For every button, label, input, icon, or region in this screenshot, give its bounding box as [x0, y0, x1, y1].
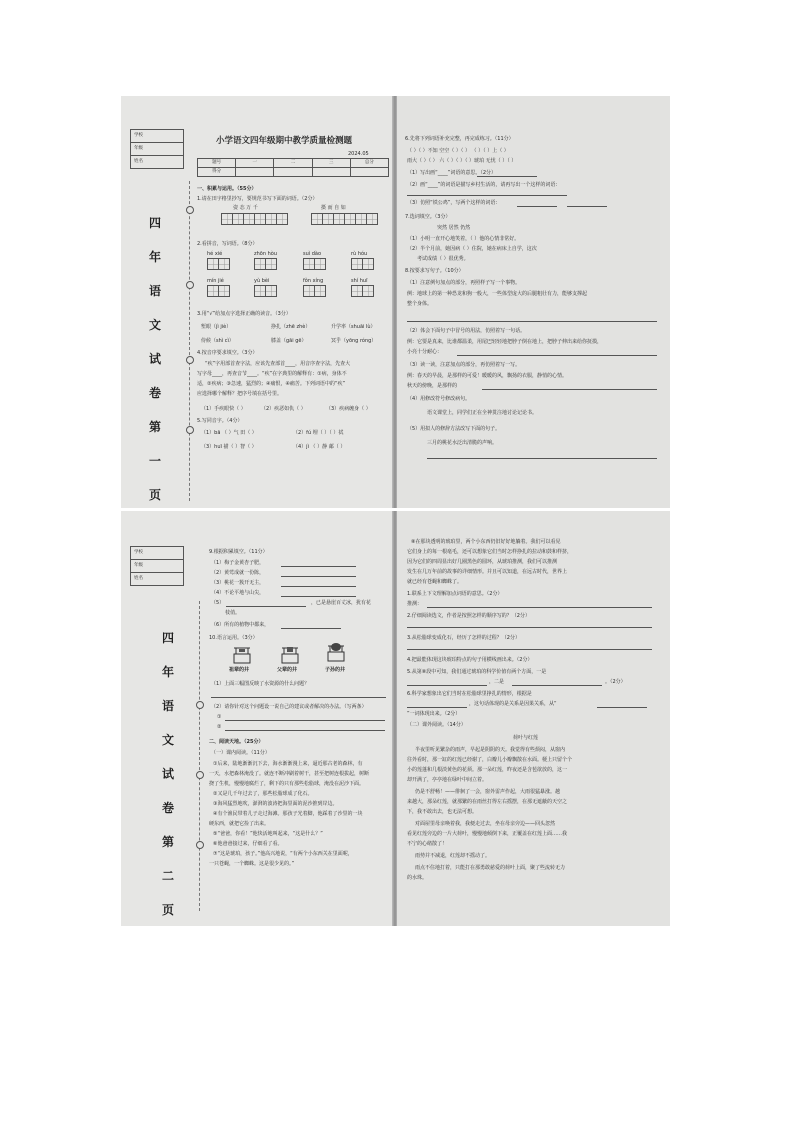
question-8: 8.按要求写句子。（10分）: [405, 268, 464, 274]
vertical-page-label: 四 年 语 文 试 卷 第 一 页: [148, 216, 161, 502]
sheet2-right-page: [397, 511, 670, 926]
q3-item: 侍候（shì cì）: [201, 338, 234, 344]
passage-line: 硬东西，就把它捡了出来。: [209, 821, 270, 827]
passage-line: ④有个渔民带着儿子走过海滩。那孩子光着脚，他踩着了沙里的一块: [213, 811, 363, 817]
reading-question: 3.从松脂球变成化石，经历了怎样的过程？（2分）: [407, 635, 520, 641]
q5-item: （4）jì （ ）静 邮（ ）: [293, 444, 346, 450]
vertical-page-label: 四 年 语 文 试 卷 第 二 页: [161, 631, 174, 917]
q1-word: 姿 态 万 千: [233, 205, 258, 211]
student-info-box: [130, 546, 184, 586]
exam-title: 小学语文四年级期中教学质量检测题: [216, 136, 353, 146]
story-line: 下，我不敢出去，也无法可想。: [407, 809, 478, 815]
well-caption: 子孙的井: [325, 667, 346, 673]
passage-line: 一只苍蝇，一个蜘蛛。这是很少见的。”: [209, 861, 295, 867]
q8-example: 例：春天的早晨，是那样的可爱！暖暖的风，飘扬的衣服，静悄的心情。: [407, 373, 568, 379]
q7-item: 考试成绩（ ）很优秀。: [417, 256, 469, 262]
binding-hole: [186, 426, 194, 434]
story-line: 仍是不舒畅！——徘徊了一会，窗外雷声作起，大雨很猛暴涨。越: [415, 789, 561, 795]
binding-line: [199, 601, 200, 911]
info-grade: 年级: [131, 143, 183, 156]
passage-line: 一天，水把森林淹没了。就连不断冲刷着树干，甚至把树连根拔起，树断: [209, 771, 370, 777]
q3-item: 升学率（shuāi lù）: [331, 324, 376, 330]
pinyin: fǒn xíng: [303, 278, 324, 284]
reading-question: 1.联系上下文理解加点词语的意思。（2分）: [407, 591, 503, 597]
passage-line: 发生在几万年前的故事的详细情形。并且可以知道，在远古时代，世界上: [407, 569, 568, 575]
story-line: 小的莲蓬和几根淡黄色的花须。那一朵红莲，昨夜还是含苞欲放的，这一: [407, 767, 568, 773]
q8-example: 例：地球上的第一种恐龙和狗一般大，一些体型庞大的后腿粗壮有力，能够支撑起: [407, 291, 588, 297]
passage-line: ⑥他爸爸接过来，仔细看了看。: [213, 841, 283, 847]
q8-sub: （4）用修改符号修改病句。: [407, 396, 471, 402]
reading-subtitle: （一）课内阅读。（11分）: [211, 750, 270, 756]
story-title: 荷叶与红莲: [513, 735, 539, 741]
q4-text: 应选择哪个解释？把序号填在括号里。: [197, 391, 283, 397]
reading-question: ”一词体现出来。（2分）: [407, 711, 461, 717]
pinyin: yù bèi: [254, 278, 270, 284]
question-4: 4.按音序要求填空。（3分）: [197, 350, 258, 356]
story-line: 看见红莲旁边的一片大荷叶，慢慢地倾倒下来，正覆盖在红莲上面……我: [407, 831, 568, 837]
story-line: 不宁的心绪散了！: [407, 841, 448, 847]
story-line: 雨点不住地打着，只能打在那勇敢慈爱的荷叶上面，聚了些流转无力: [415, 865, 566, 871]
reading-answer-label: 推测：: [407, 601, 423, 607]
q10-sub: （1）上面三幅图反映了水资源的什么问题？: [211, 681, 310, 687]
reading-question: ，二是: [489, 679, 505, 685]
passage-line: ①后来，陆地渐渐沉下去，海水渐渐漫上来，逼近那古老的森林，有: [213, 761, 363, 767]
info-grade: 年级: [131, 560, 183, 573]
q5-item: （3）huī 描（ ）智（ ）: [201, 444, 257, 450]
section-title: 二、阅读天地。（25分）: [209, 739, 264, 745]
question-9: 9.根据积累填空。（11分）: [209, 549, 268, 555]
question-1: 1.请在田字格里抄写，要规范书写下面的词语。（2分）: [197, 196, 318, 202]
q10-sub: （2）请你针对这个问题设一说自己的建议或者解决的办法。（写两条）: [211, 704, 367, 710]
passage-line: 因为它们的四周显出好几圈黑色的圆环，从琥珀推测，我们可以推测: [407, 559, 558, 565]
pinyin: hé xié: [207, 251, 223, 257]
story-line: 雨势并不减退，红莲却不摇动了。: [415, 853, 491, 859]
q9-item: （5）: [211, 600, 225, 606]
info-school: 学校: [131, 547, 183, 560]
well-caption: 祖辈的井: [229, 667, 250, 673]
exam-sheet-1: [121, 96, 670, 508]
question-3: 3.用“√”给加点字选择正确的读音。（3分）: [197, 311, 291, 317]
q9-item: （1）梅子金黄杏子肥，: [211, 560, 265, 566]
q4-text: 写字母____，再查音节____。“疾”在字典里的解释有：①病，身体不: [197, 371, 347, 377]
q6-sub: （2）画“____”的词语是描写乡村生活的，请再写出一个这样的词语：: [407, 182, 561, 188]
student-info-box: [130, 129, 184, 169]
well-illustration-2: [279, 645, 301, 665]
q4-item: （2）疾恶如仇（ ）: [261, 406, 306, 412]
reading-question: 2.仔细阅读选文，作者是按照怎样的顺序写的？（2分）: [407, 613, 530, 619]
q9-item: （3）桃花一簇开无主，: [211, 580, 265, 586]
question-5: 5.写同音字。（4分）: [197, 418, 243, 424]
info-name: 姓名: [134, 159, 143, 164]
reading-subtitle: （二）课外阅读。（14分）: [407, 722, 466, 728]
well-illustration-3: [325, 643, 347, 663]
q9-item: （6）所有的植物中都来，: [211, 622, 270, 628]
reading-question: 。（2分）: [605, 679, 626, 685]
question-10: 10.语言运用。（3分）: [209, 635, 258, 641]
q8-example: 例：它要是真来，比谁都温柔，用尾巴轻轻地把脖子倒在地上，把脖子伸出来给你抚摸，: [407, 339, 603, 345]
q3-item: 堑眼（jì jiè）: [201, 324, 232, 330]
q7-item: （2）半个月前，她因病（ ）住院，她在病床上自学，这次: [407, 246, 537, 252]
story-line: 对面屋里母亲唤着我，我便走过去，坐在母亲旁边——回头忽然: [415, 821, 556, 827]
pinyin: zhōn hòu: [254, 251, 278, 257]
q6-row: 雨大（ ）（ ） 六（ ）（ ）（ ）琥珀 无忧（ ）（ ）: [407, 158, 517, 164]
passage-line: ⑧在那块透明的琥珀里，两个小东西仍旧好好地躺着。我们可以看见: [411, 539, 561, 545]
sheet2-left-page: [121, 511, 394, 926]
reading-question: 4.把最能体现这块琥珀特点的句子用横线画出来。（2分）: [407, 657, 533, 663]
pinyin: suì dào: [303, 251, 322, 257]
q8-example: 秋天的傍晚，是那样的: [407, 383, 458, 389]
passage-line: ③海风猛烈地吹，澎湃的波涛把海里面的泥沙推到岸边。: [213, 801, 338, 807]
reading-question: 6.科学家想象出它们当时在松脂球里挣扎的情形，根据是: [407, 691, 532, 697]
well-caption: 父辈的井: [277, 667, 298, 673]
story-line: 半夜里听见繁杂的雨声，早起是阴阴的天。我觉得有些烦闷，从窗内: [415, 747, 566, 753]
answer-mark: ①: [217, 714, 222, 720]
q7-words: 突然 居然 仍然: [437, 225, 471, 231]
info-name: 姓名: [134, 576, 143, 581]
q4-text: “疾”字用部首查字法，应该先查部首____，用音序查字法，先查大: [205, 361, 351, 367]
q8-sub: （5）用拟人的修辞方法改写下面的句子。: [407, 426, 501, 432]
q8-text: 语文课堂上，同学们正在全神贯注地讨论记论书。: [427, 410, 538, 416]
passage-line: 就已经有苍蝇和蜘蛛了。: [407, 579, 463, 585]
pinyin: rù hóu: [351, 251, 368, 257]
q3-item: 冥乎（yōng róng）: [331, 338, 377, 344]
pinyin: shí huī: [351, 278, 368, 284]
passage-line: ⑦“这是琥珀，孩子。”他高兴地说，“有两个小东西关在里面呢，: [213, 851, 353, 857]
binding-hole: [196, 701, 204, 709]
q1-word: 摄 而 自 如: [321, 205, 346, 211]
q6-sub: （1）写出画“____”词语的意思。（2分）: [407, 170, 497, 176]
q8-text: 三月的桃花水泛出清脆的声响。: [427, 440, 498, 446]
story-line: 却开满了，亭亭地在绿叶中间立着。: [407, 777, 488, 783]
q5-item: （2）fú 埋（ ）（ ）拭: [293, 430, 344, 436]
q6-row: （ ）（ ）不知 空空（ ）（ ） （ ）（ ）上（ ）: [407, 148, 509, 154]
question-7: 7.选词填空。（3分）: [405, 214, 451, 220]
q3-item: 挣扎（zhē zhè）: [271, 324, 311, 330]
passage-line: ⑤“爸爸，你看！”他快活地叫起来，“这是什么？”: [213, 831, 323, 837]
q9-tail: ，已是悬崖百丈冰，犹有花: [311, 600, 372, 606]
story-line: 往外看时，那一缸的红莲已经谢了，白瓣儿小瓣飘散在水面。梗上只留个个: [407, 757, 573, 763]
q4-item: （3）疾病缠身（ ）: [326, 406, 371, 412]
q8-example: 小亮十分耐心：: [407, 349, 443, 355]
reading-question: ，这句话体现的是关系是因果关系，从“: [469, 701, 557, 707]
well-illustration-1: [231, 645, 253, 665]
q3-item: 膝盖（gāi gē）: [271, 338, 307, 344]
binding-line: [189, 181, 190, 501]
q8-sub: （2）体会下面句子中冒号的用法，仿照着写一句话。: [407, 328, 526, 334]
binding-hole: [186, 356, 194, 364]
score-table: 题号 一 二 三 总分 得分: [197, 158, 389, 177]
q9-item: （2）黄莺成就一份陈，: [211, 570, 265, 576]
question-2: 2.看拼音，写词语。（8分）: [197, 241, 258, 247]
passage-line: ②又是几千年过去了，那些松脂球成了化石。: [213, 791, 313, 797]
q5-item: （1）bā （ ）气 田（ ）: [201, 430, 257, 436]
q9-tail: 枝俏。: [225, 610, 241, 616]
q4-text: 适，②疾病；③急速，猛烈的；④痛恨，④痛苦。下列词语中的“疾”: [197, 381, 346, 387]
exam-date: 2024.05: [348, 151, 369, 157]
binding-hole: [186, 281, 194, 289]
binding-hole: [196, 771, 204, 779]
q4-item: （1）手疾眼快（ ）: [201, 406, 246, 412]
sheet1-right-page: [397, 96, 670, 508]
binding-hole: [196, 841, 204, 849]
story-line: 的水珠。: [407, 875, 428, 881]
answer-mark: ②: [217, 724, 222, 730]
pinyin: mín jié: [207, 278, 224, 284]
sheet1-left-page: [121, 96, 394, 508]
passage-line: 它们身上的每一根毫毛，还可以想象它们当时怎样挣扎的拉动和鼓和样挤，: [407, 549, 573, 555]
binding-hole: [186, 206, 194, 214]
q6-sub: （3）仿照“铁公鸡”，写两个这样的词语：: [407, 200, 501, 206]
passage-line: 挠了生机，慢慢地腐烂了，剩下的只有那些松脂球，淹没在泥沙下面。: [209, 781, 365, 787]
reading-question: 5.从第⑧段中可知，我们通过琥珀的科学价值有两个方面，一是: [407, 669, 547, 675]
q9-item: （4）不论平地与山尖，: [211, 590, 265, 596]
exam-sheet-2: [121, 511, 670, 926]
section-title: 一、积累与运用。（55分）: [197, 186, 257, 192]
question-6: 6.先将下列词语补充完整，再完成练习。（11分）: [405, 136, 514, 142]
story-line: 来越大，那朵红莲，就那繁的在雨丝打得左右摇摆，在那无遮蔽的天空之: [407, 799, 568, 805]
q8-sub: （1）注意例句加点的部分，再照样子写一个事物。: [407, 280, 521, 286]
info-school: 学校: [131, 130, 183, 143]
q7-item: （1）小明一直开心地笑着，（ ）他的心情非常好。: [407, 236, 520, 242]
q8-sub: （3）读一读，注意加点的部分，再仿照着写一写。: [407, 362, 521, 368]
q8-example: 整个身体。: [407, 301, 433, 307]
